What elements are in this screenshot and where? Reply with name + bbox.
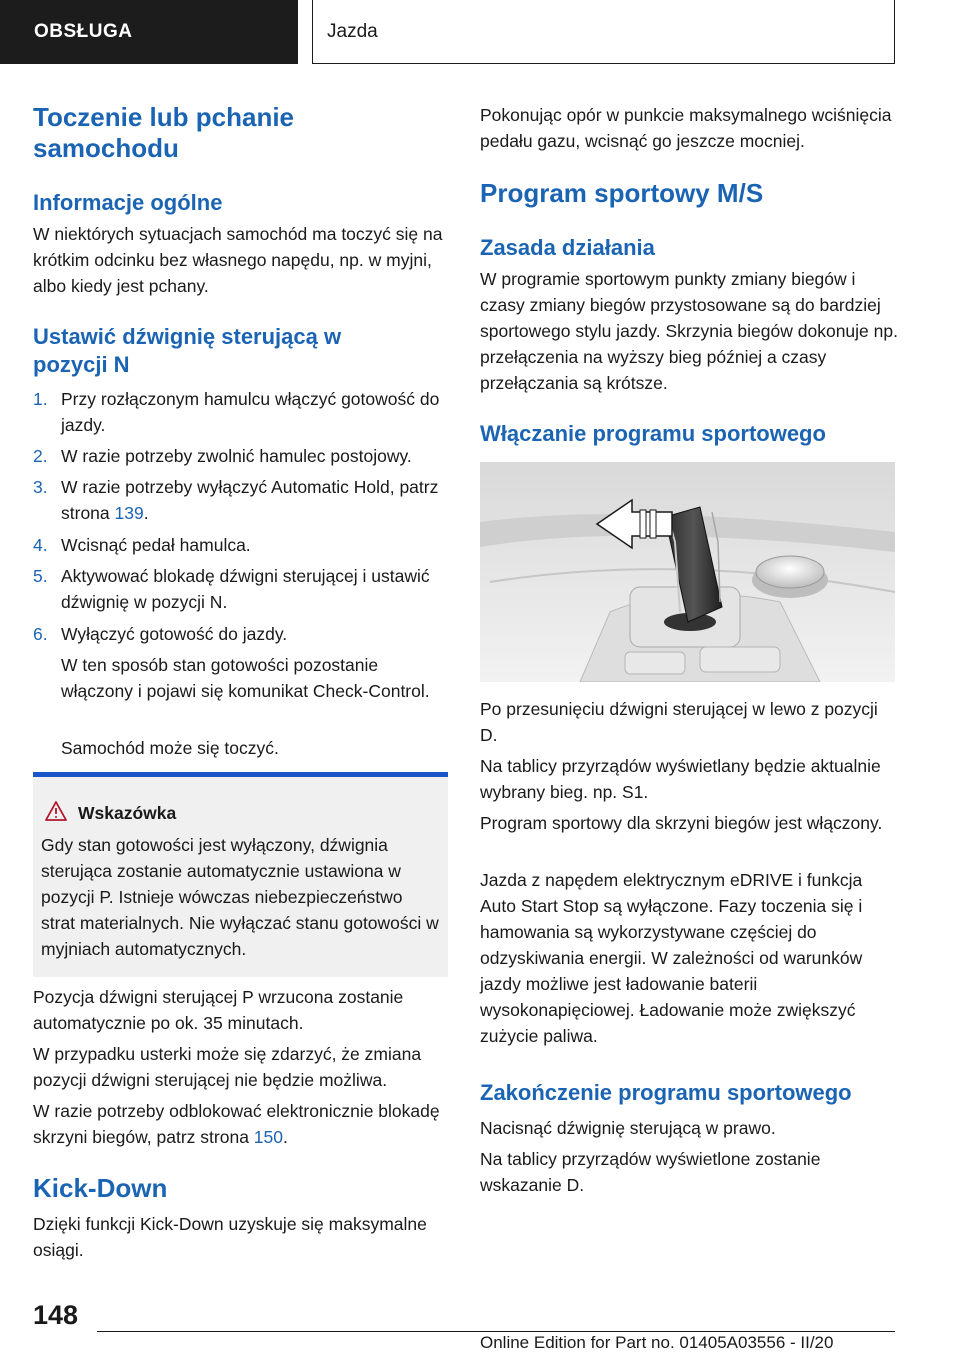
heading-set-lever-n: Ustawić dźwignię sterującą w pozycji N (33, 324, 342, 377)
paragraph-edrive: Jazda z napędem elektrycznym eDRIVE i funkcja Auto Start Stop są wyłączone. Fazy toczenia się i hamowania są wykorzystywane częściej do odzyskiwania energii. W zależności od warunków jazdy możliwe jest ładowanie baterii wysokonapięciowej. Ładowanie może zwiększyć zużycie paliwa. (480, 870, 863, 1046)
step-text (61, 474, 451, 526)
heading-general-info: Informacje ogólne (33, 190, 223, 215)
step-text: Wyłączyć gotowość do jazdy. (61, 624, 288, 644)
note-box (33, 772, 448, 977)
step-text: Aktywować blokadę dźwigni sterującej i ustawić dźwignię w pozycji N. (61, 566, 430, 612)
step-text: Przy rozłączonym hamulcu włączyć gotowość do jazdy. (61, 389, 440, 435)
paragraph-general-info: W niektórych sytuacjach samochód ma toczyć się na krótkim odcinku bez własnego napędu, np. w myjni, albo kiedy jest pchany. (33, 224, 443, 296)
section-title-kickdown: Kick-Down (33, 1173, 168, 1203)
gear-lever-image (480, 462, 895, 682)
paragraph-unlock (33, 1098, 448, 1150)
footer-divider (97, 1331, 895, 1332)
page-link-150[interactable]: 150 (253, 1127, 283, 1147)
step-number: 2. (33, 446, 48, 466)
section-title-rolling: Toczenie lub pchanie samochodu (33, 102, 295, 163)
note-title: Wskazówka (78, 803, 177, 823)
chapter-tab (312, 0, 895, 64)
chapter-label: Jazda (327, 20, 378, 42)
step-number: 6. (33, 624, 48, 644)
unlock-end: . (283, 1127, 288, 1147)
paragraph-kickdown-cont: Pokonując opór w punkcie maksymalnego wciśnięcia pedału gazu, wcisnąć go jeszcze mocniej. (480, 105, 892, 151)
heading-enable-sport: Włączanie programu sportowego (480, 421, 826, 446)
paragraph-kickdown: Dzięki funkcji Kick-Down uzyskuje się maksymalne osiągi. (33, 1214, 427, 1260)
step-number: 5. (33, 566, 48, 586)
paragraph-principle: W programie sportowym punkty zmiany biegów i czasy zmiany biegów przystosowane są do bardziej sportowego stylu jazdy. Skrzynia biegów dokonuje np. przełączenia na wyższy bieg później a czasy przełączania są krótsze. (480, 269, 898, 393)
paragraph-display-d: Na tablicy przyrządów wyświetlone zostanie wskazanie D. (480, 1149, 821, 1195)
step-number: 1. (33, 389, 48, 409)
heading-end-sport: Zakończenie programu sportowego (480, 1080, 852, 1105)
step-number: 3. (33, 477, 48, 497)
page-link-139[interactable]: 139 (114, 503, 144, 523)
paragraph-auto-p: Pozycja dźwigni sterującej P wrzucona zostanie automatycznie po ok. 35 minutach. (33, 987, 404, 1033)
step-number: 4. (33, 535, 48, 555)
step-text-main: W razie potrzeby wyłączyć Automatic Hold, patrz strona (61, 477, 439, 523)
step-6-info: W ten sposób stan gotowości pozostanie włączony i pojawi się komunikat Check-Control. (61, 655, 430, 701)
unlock-text: W razie potrzeby odblokować elektronicznie blokadę skrzyni biegów, patrz strona (33, 1101, 440, 1147)
heading-principle: Zasada działania (480, 235, 655, 260)
paragraph-fault: W przypadku usterki może się zdarzyć, że zmiana pozycji dźwigni sterującej nie będzie możliwa. (33, 1044, 422, 1090)
section-tab (0, 0, 298, 64)
paragraph-shift-left: Po przesunięciu dźwigni sterującej w lewo z pozycji D. (480, 699, 878, 745)
paragraph-sport-on: Program sportowy dla skrzyni biegów jest włączony. (480, 813, 883, 833)
step-text-end: . (143, 503, 149, 523)
step-text: W razie potrzeby zwolnić hamulec postojowy. (61, 446, 412, 466)
gear-selector-illustration (480, 462, 895, 682)
paragraph-push-right: Nacisnąć dźwignię sterującą w prawo. (480, 1118, 776, 1138)
step-text: Wcisnąć pedał hamulca. (61, 535, 251, 555)
section-title-sport: Program sportowy M/S (480, 178, 764, 208)
step-6-result: Samochód może się toczyć. (61, 738, 279, 758)
paragraph-gear-display: Na tablicy przyrządów wyświetlany będzie aktualnie wybrany bieg. np. S1. (480, 756, 881, 802)
warning-triangle-icon (45, 800, 67, 822)
page-number: 148 (33, 1300, 79, 1330)
section-label: OBSŁUGA (34, 21, 133, 42)
footer-edition: Online Edition for Part no. 01405A03556 - II/20 (480, 1333, 834, 1352)
note-text: Gdy stan gotowości jest wyłączony, dźwignia sterująca zostanie automatycznie ustawiona w pozycji P. Istnieje wówczas niebezpieczeństwo strat materialnych. Nie wyłączać stanu gotowości w myjniach automatycznych. (41, 835, 439, 959)
